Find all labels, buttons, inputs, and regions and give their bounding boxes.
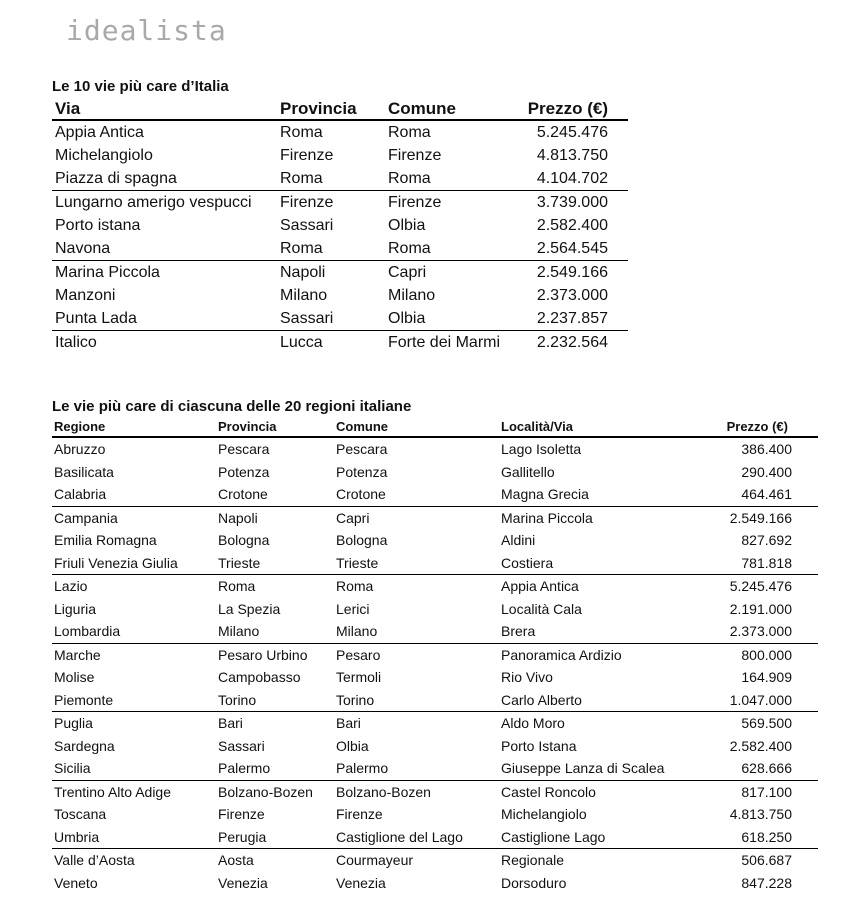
cell-prezzo: 618.250	[741, 828, 792, 845]
cell-comune: Roma	[336, 578, 374, 595]
table-row	[52, 644, 818, 667]
cell-localita: Aldini	[501, 532, 536, 549]
cell-provincia: Sassari	[280, 309, 334, 327]
cell-provincia: Bari	[218, 715, 243, 732]
cell-localita: Castiglione Lago	[501, 828, 606, 845]
cell-regione: Trentino Alto Adige	[54, 783, 172, 800]
cell-provincia: Crotone	[218, 486, 268, 503]
header-via: Via	[55, 99, 81, 118]
cell-regione: Umbria	[54, 828, 100, 845]
cell-regione: Lazio	[54, 578, 88, 595]
cell-prezzo: 2.373.000	[729, 623, 792, 640]
table-row	[52, 598, 818, 621]
idealista-logo: idealista	[66, 14, 227, 47]
cell-via: Appia Antica	[55, 123, 144, 141]
cell-prezzo: 1.047.000	[729, 691, 792, 708]
cell-prezzo: 569.500	[741, 715, 792, 732]
header-provincia: Provincia	[218, 418, 277, 434]
cell-provincia: Napoli	[280, 263, 326, 281]
table-row	[52, 781, 818, 804]
cell-localita: Carlo Alberto	[501, 691, 582, 708]
cell-comune: Pescara	[336, 441, 388, 458]
cell-provincia: Milano	[280, 286, 328, 304]
cell-regione: Veneto	[54, 874, 98, 891]
cell-localita: Località Cala	[501, 600, 582, 617]
header-localita: Località/Via	[501, 418, 574, 434]
cell-regione: Puglia	[54, 715, 93, 732]
cell-comune: Capri	[388, 263, 427, 281]
cell-regione: Toscana	[54, 806, 107, 823]
table2-title: Le vie più care di ciascuna delle 20 regioni italiane	[52, 398, 412, 415]
cell-prezzo: 2.373.000	[536, 286, 608, 304]
table-row	[52, 483, 818, 507]
table-row	[52, 872, 818, 895]
table1-header-row	[52, 96, 628, 121]
cell-prezzo: 3.739.000	[536, 193, 608, 211]
cell-provincia: Aosta	[218, 852, 254, 869]
cell-prezzo: 2.191.000	[729, 600, 792, 617]
cell-prezzo: 4.813.750	[536, 146, 608, 164]
table-row	[52, 757, 818, 781]
cell-via: Michelangiolo	[55, 146, 153, 164]
table-row	[52, 507, 818, 530]
cell-via: Italico	[55, 333, 97, 351]
table-row	[52, 307, 628, 331]
cell-comune: Lerici	[336, 600, 370, 617]
cell-comune: Firenze	[388, 146, 442, 164]
table-row	[52, 237, 628, 261]
table-row	[52, 191, 628, 214]
cell-localita: Costiera	[501, 554, 554, 571]
cell-localita: Rio Vivo	[501, 669, 553, 686]
cell-prezzo: 781.818	[741, 554, 792, 571]
cell-regione: Liguria	[54, 600, 97, 617]
cell-regione: Campania	[54, 509, 118, 526]
cell-comune: Olbia	[336, 737, 369, 754]
cell-comune: Bologna	[336, 532, 388, 549]
cell-provincia: Roma	[280, 239, 323, 257]
cell-prezzo: 290.400	[741, 463, 792, 480]
cell-localita: Gallitello	[501, 463, 555, 480]
cell-comune: Capri	[336, 509, 370, 526]
cell-comune: Milano	[388, 286, 436, 304]
cell-provincia: Potenza	[218, 463, 270, 480]
cell-localita: Magna Grecia	[501, 486, 589, 503]
cell-prezzo: 164.909	[741, 669, 792, 686]
cell-provincia: Roma	[218, 578, 256, 595]
cell-regione: Marche	[54, 646, 101, 663]
cell-comune: Firenze	[336, 806, 383, 823]
header-comune: Comune	[388, 99, 456, 118]
cell-prezzo: 2.582.400	[536, 216, 608, 234]
cell-provincia: Pesaro Urbino	[218, 646, 308, 663]
cell-regione: Basilicata	[54, 463, 114, 480]
header-regione: Regione	[54, 418, 106, 434]
cell-localita: Porto Istana	[501, 737, 577, 754]
cell-provincia: Milano	[218, 623, 260, 640]
cell-via: Marina Piccola	[55, 263, 160, 281]
cell-provincia: Firenze	[218, 806, 265, 823]
cell-prezzo: 464.461	[741, 486, 792, 503]
cell-provincia: La Spezia	[218, 600, 281, 617]
cell-prezzo: 2.232.564	[536, 333, 608, 351]
cell-comune: Venezia	[336, 874, 386, 891]
cell-prezzo: 847.228	[741, 874, 792, 891]
table-row	[52, 575, 818, 598]
cell-provincia: Sassari	[218, 737, 265, 754]
cell-localita: Aldo Moro	[501, 715, 565, 732]
cell-comune: Palermo	[336, 760, 389, 777]
header-prezzo: Prezzo (€)	[726, 418, 788, 434]
cell-prezzo: 2.549.166	[536, 263, 608, 281]
cell-via: Punta Lada	[55, 309, 137, 327]
cell-prezzo: 4.813.750	[729, 806, 792, 823]
cell-comune: Firenze	[388, 193, 442, 211]
cell-prezzo: 506.687	[741, 852, 792, 869]
table2-regional-streets	[52, 416, 818, 894]
cell-localita: Panoramica Ardizio	[501, 646, 622, 663]
cell-regione: Valle d’Aosta	[54, 852, 135, 869]
cell-prezzo: 2.549.166	[729, 509, 792, 526]
cell-prezzo: 5.245.476	[729, 578, 792, 595]
cell-provincia: Pescara	[218, 441, 270, 458]
table-row	[52, 261, 628, 284]
cell-provincia: Campobasso	[218, 669, 301, 686]
cell-localita: Castel Roncolo	[501, 783, 596, 800]
cell-regione: Abruzzo	[54, 441, 106, 458]
cell-comune: Olbia	[388, 309, 426, 327]
cell-provincia: Bologna	[218, 532, 270, 549]
cell-provincia: Firenze	[280, 193, 334, 211]
cell-provincia: Torino	[218, 691, 257, 708]
cell-regione: Friuli Venezia Giulia	[54, 554, 178, 571]
cell-regione: Sardegna	[54, 737, 115, 754]
cell-prezzo: 2.237.857	[536, 309, 608, 327]
table1-most-expensive-streets	[52, 96, 628, 354]
table-row	[52, 620, 818, 644]
table-row	[52, 529, 818, 552]
cell-provincia: Palermo	[218, 760, 271, 777]
cell-provincia: Venezia	[218, 874, 268, 891]
cell-provincia: Roma	[280, 169, 323, 187]
cell-comune: Castiglione del Lago	[336, 828, 463, 845]
table-row	[52, 666, 818, 689]
table-row	[52, 284, 628, 307]
cell-prezzo: 4.104.702	[536, 169, 608, 187]
table-row	[52, 735, 818, 758]
table-row	[52, 167, 628, 191]
cell-comune: Crotone	[336, 486, 386, 503]
cell-via: Lungarno amerigo vespucci	[55, 193, 252, 211]
cell-prezzo: 386.400	[741, 441, 792, 458]
table-row	[52, 803, 818, 826]
cell-comune: Courmayeur	[336, 852, 414, 869]
cell-localita: Giuseppe Lanza di Scalea	[501, 760, 665, 777]
cell-comune: Roma	[388, 123, 431, 141]
cell-comune: Roma	[388, 239, 431, 257]
table-row	[52, 552, 818, 576]
cell-comune: Torino	[336, 691, 375, 708]
cell-comune: Milano	[336, 623, 378, 640]
cell-comune: Pesaro	[336, 646, 381, 663]
table-row	[52, 826, 818, 850]
header-prezzo: Prezzo (€)	[527, 99, 608, 118]
table-row	[52, 689, 818, 713]
cell-comune: Bolzano-Bozen	[336, 783, 431, 800]
cell-provincia: Lucca	[280, 333, 323, 351]
cell-via: Navona	[55, 239, 111, 257]
table-row	[52, 438, 818, 461]
cell-comune: Potenza	[336, 463, 388, 480]
cell-via: Piazza di spagna	[55, 169, 177, 187]
cell-comune: Termoli	[336, 669, 382, 686]
cell-prezzo: 628.666	[741, 760, 792, 777]
cell-prezzo: 827.692	[741, 532, 792, 549]
cell-localita: Michelangiolo	[501, 806, 587, 823]
cell-localita: Marina Piccola	[501, 509, 593, 526]
cell-comune: Trieste	[336, 554, 379, 571]
table-row	[52, 712, 818, 735]
cell-via: Manzoni	[55, 286, 116, 304]
cell-regione: Emilia Romagna	[54, 532, 157, 549]
cell-regione: Piemonte	[54, 691, 114, 708]
table-row	[52, 144, 628, 167]
cell-regione: Molise	[54, 669, 95, 686]
cell-localita: Dorsoduro	[501, 874, 567, 891]
table-row	[52, 849, 818, 872]
cell-comune: Bari	[336, 715, 361, 732]
header-provincia: Provincia	[280, 99, 357, 118]
cell-provincia: Roma	[280, 123, 323, 141]
cell-regione: Lombardia	[54, 623, 121, 640]
header-comune: Comune	[336, 418, 388, 434]
table-row	[52, 461, 818, 484]
cell-provincia: Bolzano-Bozen	[218, 783, 313, 800]
cell-localita: Regionale	[501, 852, 565, 869]
cell-regione: Sicilia	[54, 760, 91, 777]
table2-header-row	[52, 416, 818, 438]
cell-prezzo: 2.564.545	[536, 239, 608, 257]
cell-prezzo: 2.582.400	[729, 737, 792, 754]
table1-title: Le 10 vie più care d’Italia	[52, 78, 229, 95]
cell-comune: Forte dei Marmi	[388, 333, 501, 351]
cell-localita: Appia Antica	[501, 578, 579, 595]
cell-provincia: Trieste	[218, 554, 261, 571]
cell-provincia: Perugia	[218, 828, 267, 845]
cell-prezzo: 817.100	[741, 783, 792, 800]
cell-via: Porto istana	[55, 216, 141, 234]
cell-comune: Olbia	[388, 216, 426, 234]
table-row	[52, 214, 628, 237]
cell-regione: Calabria	[54, 486, 107, 503]
cell-localita: Lago Isoletta	[501, 441, 582, 458]
cell-localita: Brera	[501, 623, 536, 640]
cell-provincia: Sassari	[280, 216, 334, 234]
table-row	[52, 121, 628, 144]
cell-prezzo: 800.000	[741, 646, 792, 663]
cell-prezzo: 5.245.476	[536, 123, 608, 141]
cell-provincia: Napoli	[218, 509, 258, 526]
table-row	[52, 331, 628, 354]
cell-provincia: Firenze	[280, 146, 334, 164]
cell-comune: Roma	[388, 169, 431, 187]
